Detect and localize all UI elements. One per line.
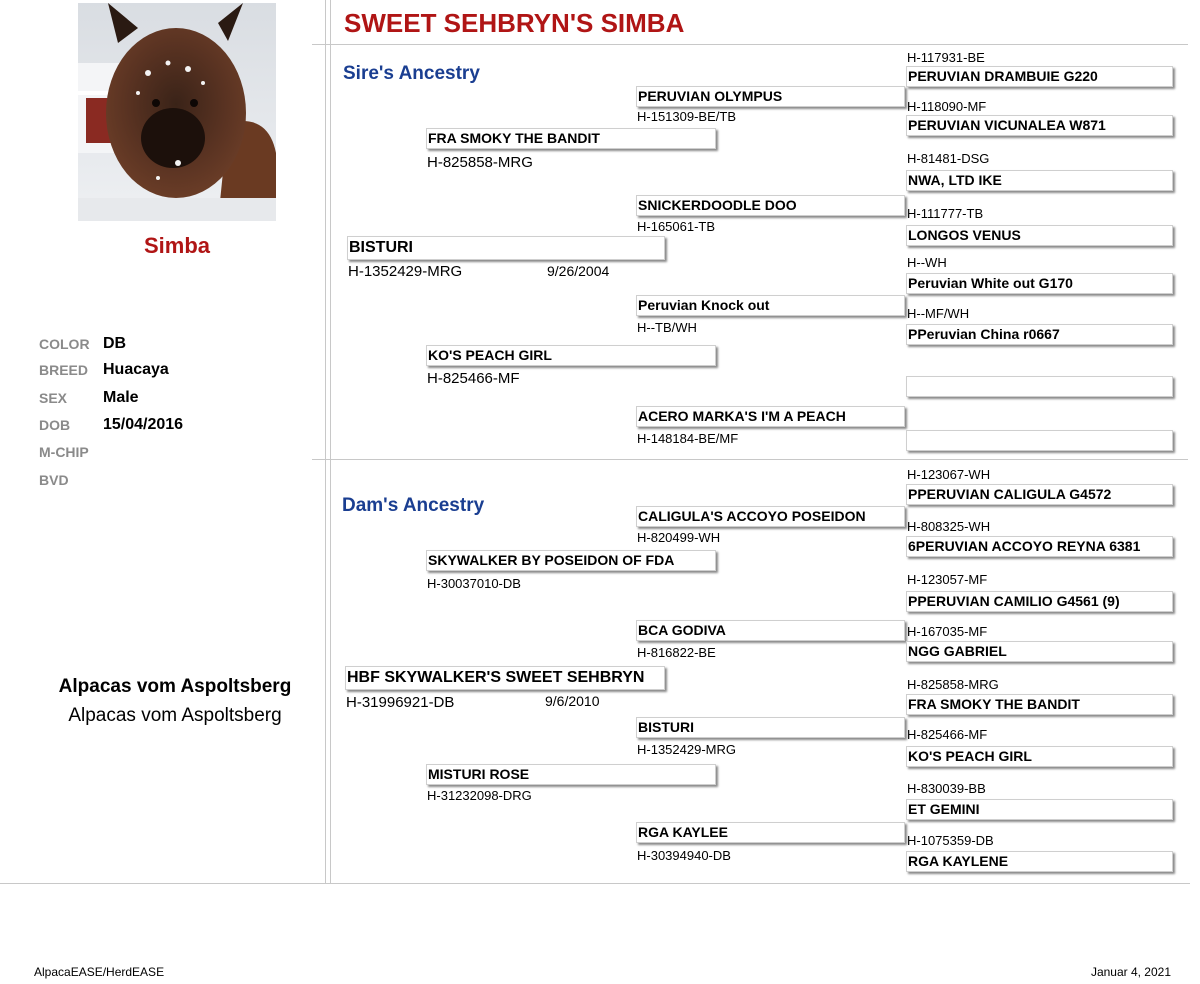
dam-gen2-name-2: MISTURI ROSE (426, 764, 716, 785)
divider-bottom (0, 883, 1190, 884)
dam-gen4-name-8: RGA KAYLENE (906, 851, 1173, 872)
dam-gen4-reg-4: H-167035-MF (907, 624, 988, 639)
dam-gen4-name-6: KO'S PEACH GIRL (906, 746, 1173, 767)
dam-gen3-reg-3: H-1352429-MRG (637, 742, 736, 757)
sire-gen4-name-3: NWA, LTD IKE (906, 170, 1173, 191)
dam-gen4-name-2: 6PERUVIAN ACCOYO REYNA 6381 (906, 536, 1173, 557)
dam-gen3-name-4: RGA KAYLEE (636, 822, 905, 843)
footer-software: AlpacaEASE/HerdEASE (34, 965, 165, 979)
bvd-label: BVD (39, 472, 69, 488)
dob-label: DOB (39, 417, 71, 433)
dam-gen3-reg-1: H-820499-WH (637, 530, 721, 545)
sire-gen4-reg-5: H--WH (907, 255, 947, 270)
sire-gen3-reg-4: H-148184-BE/MF (637, 431, 739, 446)
dam-gen4-reg-5: H-825858-MRG (907, 677, 999, 692)
sire-gen4-reg-1: H-117931-BE (907, 50, 985, 65)
dam-reg: H-31996921-DB (346, 694, 455, 711)
sire-gen2-reg-1: H-825858-MRG (427, 154, 533, 171)
dam-gen4-reg-2: H-808325-WH (907, 519, 991, 534)
dam-gen4-name-3: PPERUVIAN CAMILIO G4561 (9) (906, 591, 1173, 612)
sire-gen4-name-7 (906, 376, 1173, 397)
sire-gen3-name-3: Peruvian Knock out (636, 295, 905, 316)
divider-middle (312, 459, 1188, 460)
sire-gen3-name-2: SNICKERDOODLE DOO (636, 195, 905, 216)
sire-gen4-reg-4: H-111777-TB (907, 206, 984, 221)
divider-vertical-2 (330, 0, 331, 883)
animal-short-name: Simba (143, 233, 211, 258)
dam-gen4-reg-6: H-825466-MF (907, 727, 988, 742)
dam-gen4-reg-8: H-1075359-DB (907, 833, 994, 848)
dam-gen4-name-5: FRA SMOKY THE BANDIT (906, 694, 1173, 715)
sire-reg: H-1352429-MRG (348, 263, 463, 280)
sire-gen2-name-2: KO'S PEACH GIRL (426, 345, 716, 366)
sire-gen4-reg-2: H-118090-MF (907, 99, 987, 114)
sire-gen4-reg-6: H--MF/WH (907, 306, 970, 321)
mchip-label: M-CHIP (39, 444, 89, 460)
dam-gen3-name-1: CALIGULA'S ACCOYO POSEIDON (636, 506, 905, 527)
footer-date: Januar 4, 2021 (1090, 965, 1171, 979)
dam-dob: 9/6/2010 (545, 693, 600, 709)
dam-gen4-name-1: PPERUVIAN CALIGULA G4572 (906, 484, 1173, 505)
dam-gen4-name-7: ET GEMINI (906, 799, 1173, 820)
page-title: SWEET SEHBRYN'S SIMBA (344, 8, 685, 38)
sex-value: Male (103, 389, 139, 406)
dam-gen4-reg-7: H-830039-BB (907, 781, 986, 796)
sire-gen4-reg-3: H-81481-DSG (907, 151, 990, 166)
sire-gen3-name-1: PERUVIAN OLYMPUS (636, 86, 905, 107)
sire-name: BISTURI (347, 236, 665, 260)
animal-photo (78, 3, 276, 221)
sire-gen3-reg-1: H-151309-BE/TB (637, 109, 736, 124)
sire-gen4-name-2: PERUVIAN VICUNALEA W871 (906, 115, 1173, 136)
dam-gen2-name-1: SKYWALKER BY POSEIDON OF FDA (426, 550, 716, 571)
sire-gen3-reg-2: H-165061-TB (637, 219, 716, 234)
sire-gen3-name-4: ACERO MARKA'S I'M A PEACH (636, 406, 905, 427)
dam-gen3-name-2: BCA GODIVA (636, 620, 905, 641)
alpaca-photo-icon (78, 3, 276, 221)
dam-gen2-reg-2: H-31232098-DRG (427, 788, 532, 803)
dam-gen2-reg-1: H-30037010-DB (427, 576, 521, 591)
sire-gen4-name-8 (906, 430, 1173, 451)
dam-gen4-name-4: NGG GABRIEL (906, 641, 1173, 662)
sire-gen2-name-1: FRA SMOKY THE BANDIT (426, 128, 716, 149)
dam-gen4-reg-1: H-123067-WH (907, 467, 991, 482)
sire-dob: 9/26/2004 (547, 263, 610, 279)
sire-section-heading: Sire's Ancestry (343, 63, 480, 84)
sire-gen4-name-5: Peruvian White out G170 (906, 273, 1173, 294)
sire-gen2-reg-2: H-825466-MF (427, 370, 520, 387)
dam-gen3-name-3: BISTURI (636, 717, 905, 738)
sire-gen4-name-1: PERUVIAN DRAMBUIE G220 (906, 66, 1173, 87)
sire-gen3-reg-3: H--TB/WH (637, 320, 697, 335)
dob-value: 15/04/2016 (103, 416, 184, 433)
dam-gen4-reg-3: H-123057-MF (907, 572, 988, 587)
breed-value: Huacaya (103, 361, 169, 378)
divider-vertical-1 (325, 0, 326, 883)
farm-name: Alpacas vom Aspoltsberg (68, 705, 282, 726)
farm-name-bold: Alpacas vom Aspoltsberg (58, 676, 292, 697)
color-value: DB (103, 335, 127, 352)
sire-gen4-name-4: LONGOS VENUS (906, 225, 1173, 246)
breed-label: BREED (39, 362, 89, 378)
dam-name: HBF SKYWALKER'S SWEET SEHBRYN (345, 666, 665, 690)
dam-section-heading: Dam's Ancestry (342, 495, 485, 516)
dam-gen3-reg-4: H-30394940-DB (637, 848, 731, 863)
sex-label: SEX (39, 390, 68, 406)
sire-gen4-name-6: PPeruvian China r0667 (906, 324, 1173, 345)
color-label: COLOR (39, 336, 90, 352)
dam-gen3-reg-2: H-816822-BE (637, 645, 716, 660)
divider-title (312, 44, 1188, 45)
